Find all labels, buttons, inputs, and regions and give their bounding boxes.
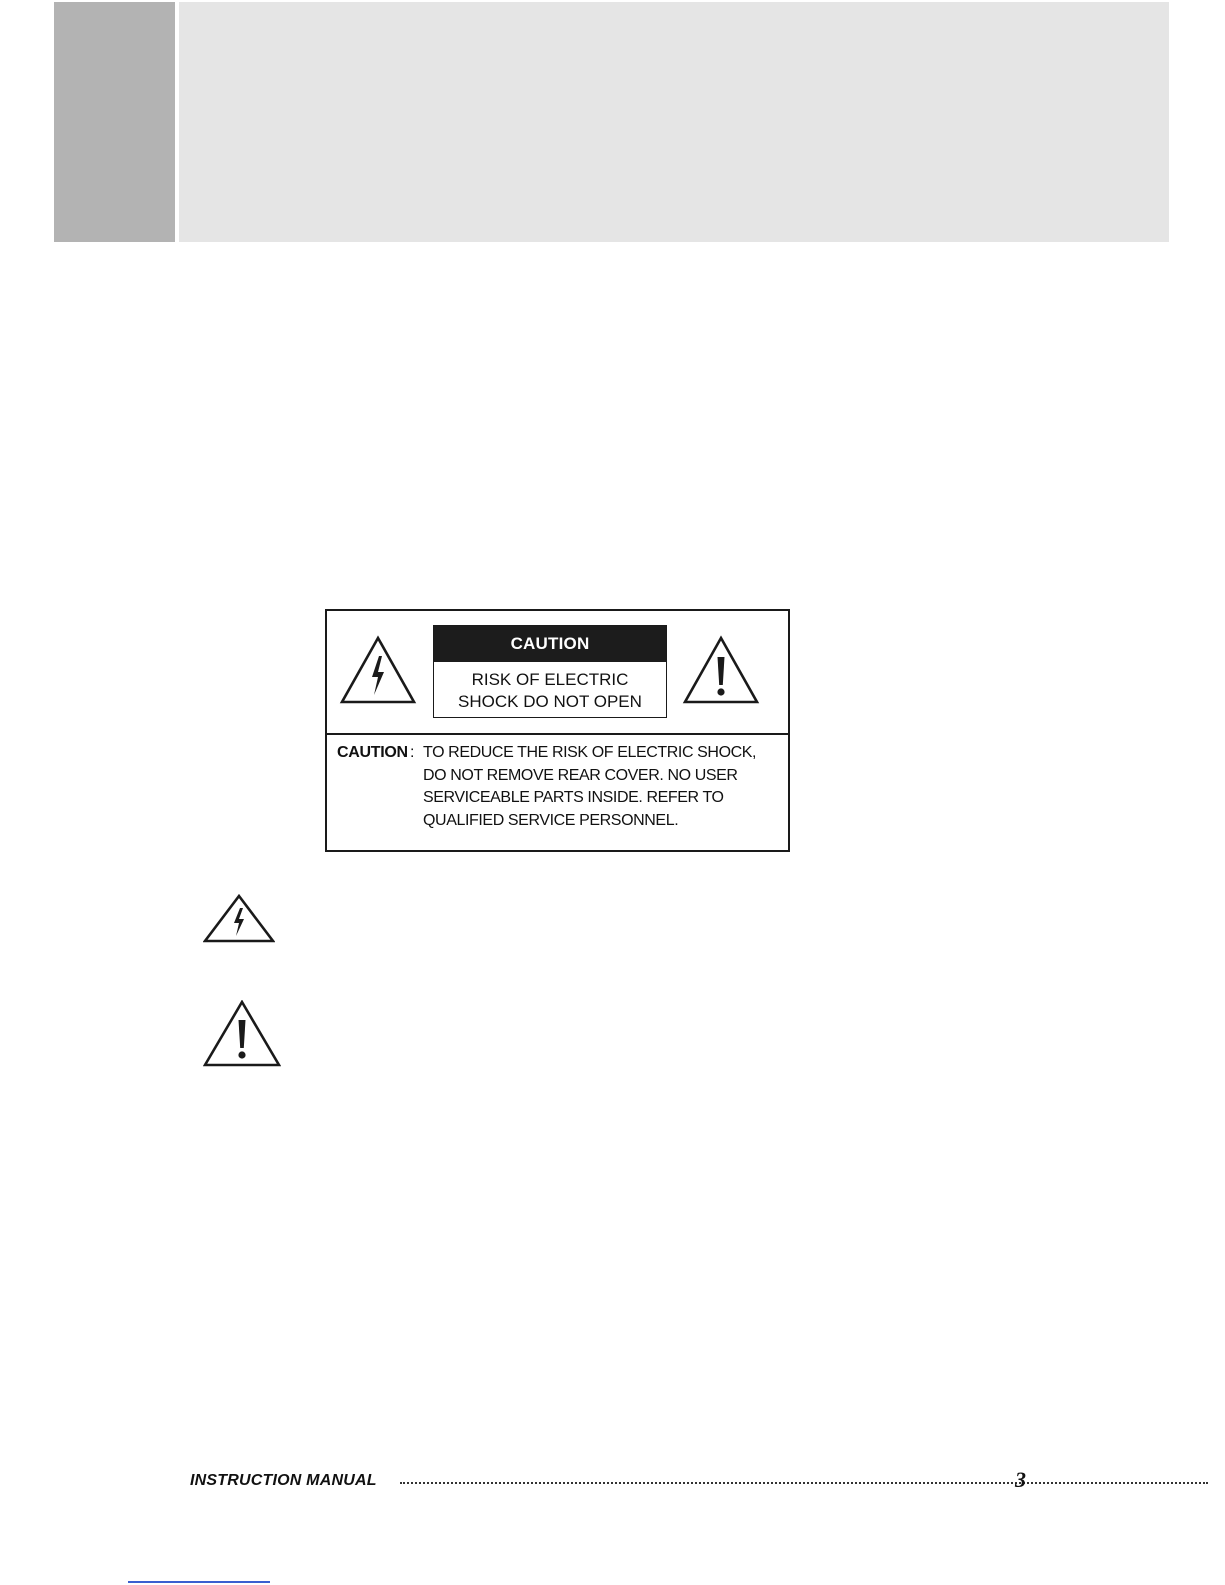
footer-dot-leader xyxy=(400,1482,1208,1486)
lightning-warning-icon xyxy=(203,894,275,944)
caution-statement-line: TO REDUCE THE RISK OF ELECTRIC SHOCK, xyxy=(423,744,757,761)
lightning-warning-icon xyxy=(339,635,417,705)
header-title-block xyxy=(179,2,1169,242)
caution-sign-line-2: SHOCK DO NOT OPEN xyxy=(458,692,642,711)
exclamation-warning-icon xyxy=(203,1000,281,1068)
caution-label xyxy=(325,609,790,852)
caution-statement-line: QUALIFIED SERVICE PERSONNEL. xyxy=(423,811,679,829)
footer-manual-title: INSTRUCTION MANUAL xyxy=(190,1472,377,1489)
header-side-block xyxy=(54,2,175,242)
link-underline xyxy=(128,1581,270,1583)
caution-sign-header: CAUTION xyxy=(434,626,666,662)
caution-statement-text xyxy=(423,742,785,832)
caution-sign xyxy=(433,625,667,718)
caution-statement-heading: CAUTION xyxy=(337,744,408,761)
caution-statement-colon: : xyxy=(410,744,415,761)
caution-sign-line-1: RISK OF ELECTRIC xyxy=(471,670,629,689)
caution-statement-line: DO NOT REMOVE REAR COVER. NO USER xyxy=(423,766,738,784)
page-number: 3 xyxy=(1015,1467,1026,1492)
page-footer xyxy=(190,1467,1040,1494)
caution-statement-line: SERVICEABLE PARTS INSIDE. REFER TO xyxy=(423,789,724,806)
caution-label-top xyxy=(327,611,788,735)
exclamation-warning-icon xyxy=(682,635,760,705)
